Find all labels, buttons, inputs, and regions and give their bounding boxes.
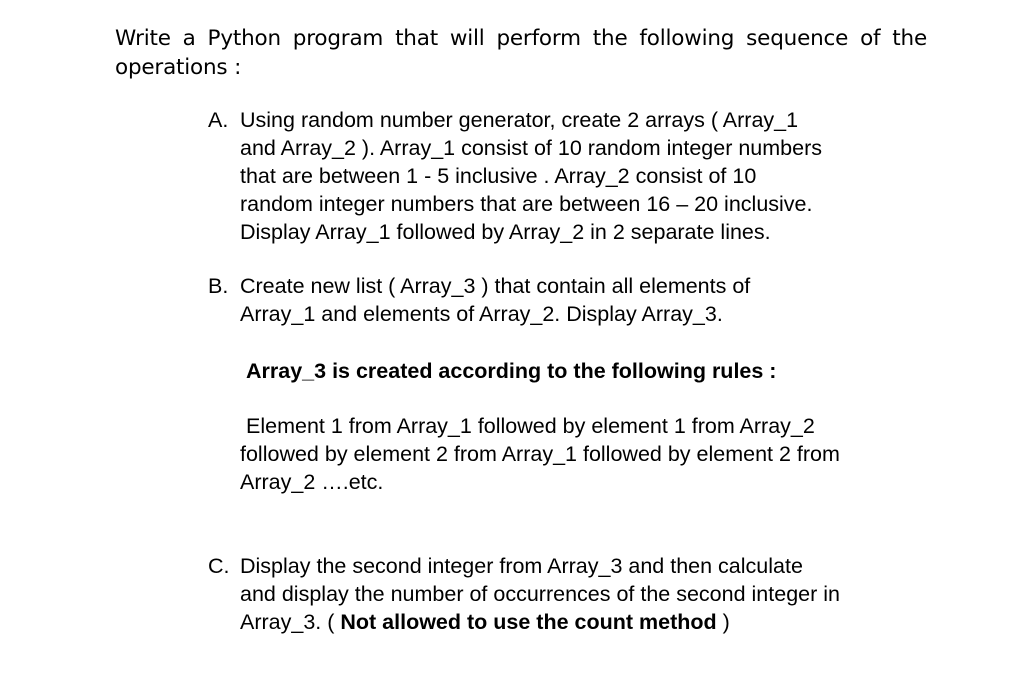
intro-paragraph: Write a Python program that will perform the following sequence of the operations :: [115, 26, 927, 80]
item-b-line: Create new list ( Array_3 ) that contain all elements of: [240, 274, 751, 298]
item-c-letter: C.: [208, 554, 230, 578]
rules-line: Array_2 ….etc.: [240, 470, 384, 494]
item-a-line: random integer numbers that are between 16 – 20 inclusive.: [240, 192, 813, 216]
item-a-line: and Array_2 ). Array_1 consist of 10 random integer numbers: [240, 136, 823, 160]
count-method-warning: Not allowed to use the count method: [340, 610, 717, 634]
rules-line: followed by element 2 from Array_1 followed by element 2 from: [240, 442, 840, 466]
item-a-line: that are between 1 - 5 inclusive . Array_2 consist of 10: [240, 164, 757, 188]
item-b-letter: B.: [208, 274, 229, 298]
item-a-letter: A.: [208, 108, 229, 132]
rules-heading: Array_3 is created according to the following rules :: [246, 359, 777, 383]
rules-line: Element 1 from Array_1 followed by element 1 from Array_2: [246, 414, 815, 438]
item-a-line: Using random number generator, create 2 arrays ( Array_1: [240, 108, 799, 132]
item-c-line: and display the number of occurrences of the second integer in: [240, 582, 840, 606]
item-c-last-line: [240, 608, 840, 636]
item-c-last-prefix: Array_3. (: [240, 610, 341, 634]
item-b-line: Array_1 and elements of Array_2. Display Array_3.: [240, 302, 723, 326]
item-b-body: [240, 272, 750, 328]
item-c-last-suffix: ): [716, 610, 730, 634]
item-c-line: Display the second integer from Array_3 and then calculate: [240, 554, 803, 578]
item-a-body: [240, 106, 822, 246]
item-a-line: Display Array_1 followed by Array_2 in 2 separate lines.: [240, 220, 771, 244]
item-c-body: [240, 552, 840, 636]
rules-text: [240, 412, 840, 496]
